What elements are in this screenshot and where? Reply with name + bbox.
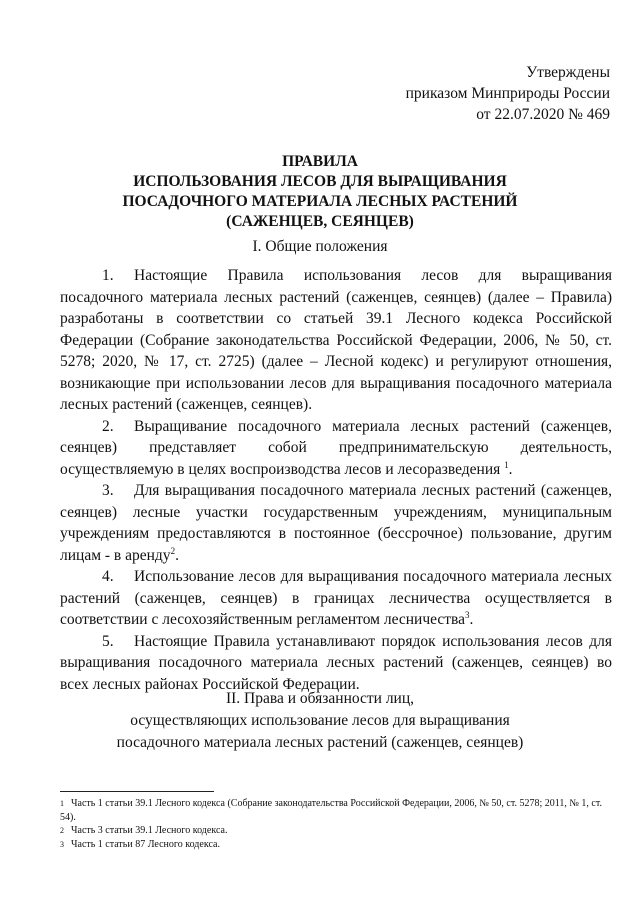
section-2-heading [0,688,640,754]
paragraph-1 [60,265,612,416]
paragraph-text: Настоящие Правила устанавливают порядок использования лесов для выращивания посадочного материала лесных растений (саженцев, сеянцев) во всех лесных районах Российской Федерации. [60,632,612,693]
approval-line-approved: Утверждены [526,64,610,81]
footnote-text: Часть 1 статьи 87 Лесного кодекса. [71,838,220,850]
section-1-heading: I. Общие положения [252,238,388,255]
paragraph-number: 1. [102,267,114,284]
paragraph-text: Выращивание посадочного материала лесных растений (саженцев, сеянцев) представляет собой предпринимательскую деятельность, осуществляемую в целях воспроизводства лесов и лесоразведения [60,417,612,478]
paragraph-5 [60,631,612,696]
approval-block [406,62,610,125]
paragraph-number: 2. [102,417,114,435]
approval-line-order: приказом Минприроды России [405,85,610,102]
section-2-line-3: посадочного материала лесных растений (саженцев, сеянцев) [116,734,524,751]
title-line-1: ПРАВИЛА [282,153,358,170]
footnote-2 [60,824,612,838]
document-title [0,152,640,232]
footnotes [60,797,612,851]
paragraph-number: 4. [102,568,114,585]
section-2-line-1: II. Права и обязанности лиц, [225,690,415,707]
approval-line-date: от 22.07.2020 № 469 [476,106,610,123]
paragraph-text: Для выращивания посадочного материала лесных растений (саженцев, сеянцев) лесные участки государственным учреждениям, муниципальным учреждениям предоставляются в постоянное (бессрочное) пользование, другим лицам - в аренду [60,482,612,564]
title-line-4: (САЖЕНЦЕВ, СЕЯНЦЕВ) [226,213,414,230]
paragraph-number: 3. [102,482,114,499]
paragraph-number: 5. [102,632,114,650]
footnote-1 [60,797,612,824]
footnote-mark: 1 [60,799,64,808]
footnote-text: Часть 3 статьи 39.1 Лесного кодекса. [71,825,228,836]
footnote-text: Часть 1 статьи 39.1 Лесного кодекса (Собрание законодательства Российской Федерации, 2006, № 50, ст. 5278; 2011, № 1, ст. 54). [60,798,602,823]
footnote-3 [60,838,612,852]
footnote-mark: 2 [60,826,64,835]
paragraph-text: Настоящие Правила использования лесов для выращивания посадочного материала лесных растений (саженцев, сеянцев) (далее – Правила) разработаны в соответствии со статьей 39.1 Лесного кодекса Российской Федерации (Собрание законодательства Российской Федерации, 2006, № 50, ст. 5278; 2020, № 17, ст. 2725) (далее – Лесной кодекс) и регулируют отношения, возникающие при использовании лесов для выращивания посадочного материала лесных растений (саженцев, сеянцев). [60,267,612,413]
section-1-body [60,265,612,695]
title-line-2: ИСПОЛЬЗОВАНИЯ ЛЕСОВ ДЛЯ ВЫРАЩИВАНИЯ [133,173,507,190]
paragraph-2: 2. Выращивание посадочного материала лесных растений (саженцев, сеянцев) представляет собой предпринимательскую деятельность, осуществляемую в целях воспроизводства лесов и лесоразведения $^1$. [60,417,612,478]
paragraph-3: 3. Для выращивания посадочного материала лесных растений (саженцев, сеянцев) лесные участки государственным учреждениям, муниципальным учреждениям предоставляются в постоянное (бессрочное) пользование, другим лицам - в аренду$^2$. [60,482,612,564]
footnote-mark: 3 [60,839,64,849]
section-2-line-2: осуществляющих использование лесов для выращивания [130,712,510,729]
paragraph-text: Использование лесов для выращивания посадочного материала лесных растений (саженцев, сеянцев) в границах лесничества осуществляется в соответствии с лесохозяйственным регламентом лесничества [60,568,612,628]
footnote-ref[interactable]: 3 [465,609,470,620]
footnote-divider [60,791,214,792]
paragraph-4: 4. Использование лесов для выращивания посадочного материала лесных растений (саженцев, сеянцев) в границах лесничества осуществляется в соответствии с лесохозяйственным регламентом лесничества$^3$. [60,568,612,628]
title-line-3: ПОСАДОЧНОГО МАТЕРИАЛА ЛЕСНЫХ РАСТЕНИЙ [122,193,518,210]
footnote-ref[interactable]: 1 [504,459,509,470]
footnote-ref[interactable]: 2 [170,545,176,556]
